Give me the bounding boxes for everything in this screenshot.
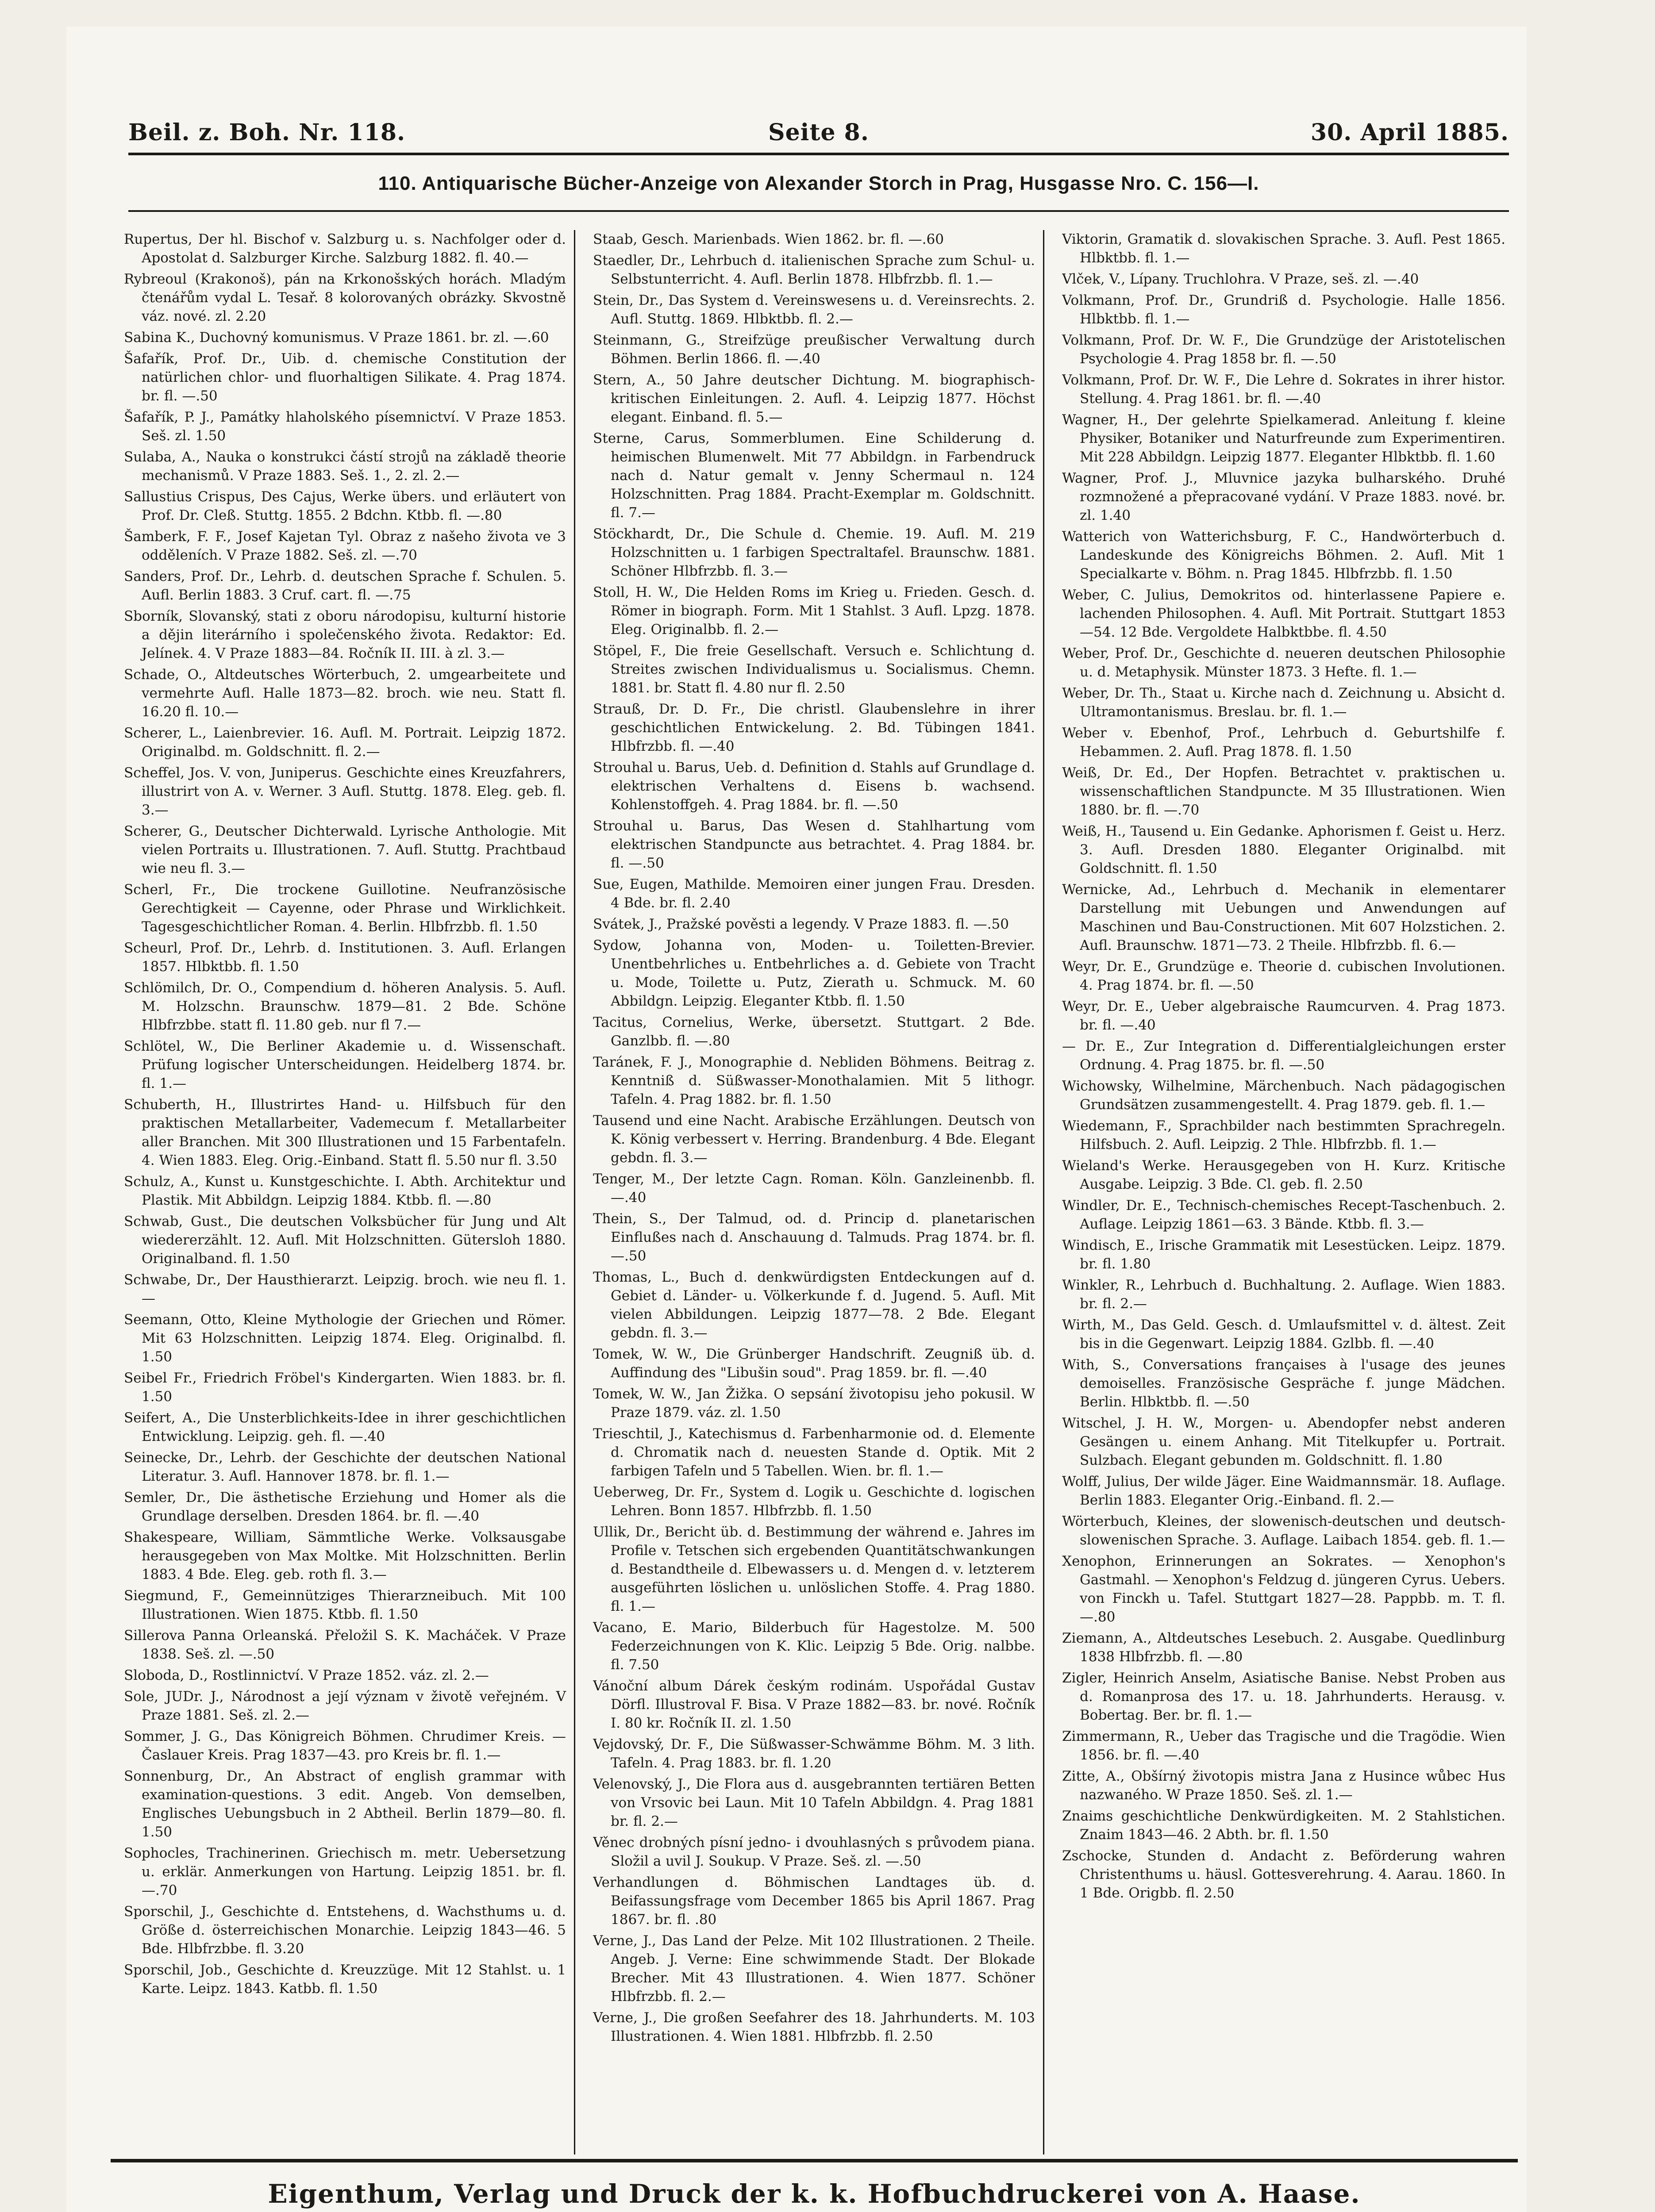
catalogue-entry: Strouhal u. Barus, Ueb. d. Definition d. Stahls auf Grundlage d. elektrischen Verhaltens d. Eisens b. wachsend. Kohlenstoffgeh. 4. Prag 1884. br. fl. —.50 bbox=[593, 760, 1035, 813]
catalogue-entry: Weber, Dr. Th., Staat u. Kirche nach d. Zeichnung u. Absicht d. Ultramontanismus. Breslau. br. fl. 1.— bbox=[1062, 685, 1505, 720]
catalogue-entry: Rybreoul (Krakonoš), pán na Krkonošských horách. Mladým čtenářům vydal L. Tesař. 8 kolorovaných obrázky. Skvostně váz. nové. zl. 2.20 bbox=[124, 271, 566, 324]
catalogue-entry: Seifert, A., Die Unsterblichkeits-Idee in ihrer geschichtlichen Entwicklung. Leipzig. geh. fl. —.40 bbox=[124, 1410, 566, 1444]
catalogue-entry: Weyr, Dr. E., Grundzüge e. Theorie d. cubischen Involutionen. 4. Prag 1874. br. fl. —.50 bbox=[1062, 959, 1505, 993]
catalogue-entry: Semler, Dr., Die ästhetische Erziehung und Homer als die Grundlage derselben. Dresden 1864. br. fl. —.40 bbox=[124, 1490, 566, 1524]
catalogue-entry: Seemann, Otto, Kleine Mythologie der Griechen und Römer. Mit 63 Holzschnitten. Leipzig 1874. Eleg. Originalbd. fl. 1.50 bbox=[124, 1312, 566, 1365]
catalogue-entry: Sterne, Carus, Sommerblumen. Eine Schilderung d. heimischen Blumenwelt. Mit 77 Abbildgn. in Farbendruck nach d. Natur gemalt v. Jenny Schermaul n. 124 Holzschnitten. Prag 1884. Pracht-Exemplar m. Goldschnitt. fl. 7.— bbox=[593, 430, 1035, 521]
catalogue-entry: Siegmund, F., Gemeinnütziges Thierarzneibuch. Mit 100 Illustrationen. Wien 1875. Ktbb. fl. 1.50 bbox=[124, 1588, 566, 1622]
catalogue-entry: Sanders, Prof. Dr., Lehrb. d. deutschen Sprache f. Schulen. 5. Aufl. Berlin 1883. 3 Cruf. cart. fl. —.75 bbox=[124, 568, 566, 603]
catalogue-entry: Scheffel, Jos. V. von, Juniperus. Geschichte eines Kreuzfahrers, illustrirt von A. v. Werner. 3 Aufl. Stuttg. 1878. Eleg. geb. fl. 3.— bbox=[124, 765, 566, 818]
catalogue-entry: Wieland's Werke. Herausgegeben von H. Kurz. Kritische Ausgabe. Leipzig. 3 Bde. Cl. geb. fl. 2.50 bbox=[1062, 1158, 1505, 1192]
catalogue-entry: With, S., Conversations françaises à l'usage des jeunes demoiselles. Französische Gespräche f. junge Mädchen. Berlin. Hlbktbb. fl. —.50 bbox=[1062, 1357, 1505, 1410]
catalogue-entry: Šamberk, F. F., Josef Kajetan Tyl. Obraz z našeho života ve 3 odděleních. V Praze 1882. Seš. zl. —.70 bbox=[124, 529, 566, 563]
footer-rule bbox=[111, 2159, 1518, 2162]
catalogue-entry: Taránek, F. J., Monographie d. Nebliden Böhmens. Beitrag z. Kenntniß d. Süßwasser-Monothalamien. Mit 5 lithogr. Tafeln. 4. Prag 1882. br. fl. 1.50 bbox=[593, 1054, 1035, 1107]
catalogue-entry: Wolff, Julius, Der wilde Jäger. Eine Waidmannsmär. 18. Auflage. Berlin 1883. Eleganter Orig.-Einband. fl. 2.— bbox=[1062, 1474, 1505, 1508]
catalogue-entry: Wagner, H., Der gelehrte Spielkamerad. Anleitung f. kleine Physiker, Botaniker und Naturfreunde zum Experimentiren. Mit 228 Abbildgn. Leipzig 1877. Eleganter Hlbktbb. fl. 1.60 bbox=[1062, 412, 1505, 465]
catalogue-entry: Watterich von Watterichsburg, F. C., Handwörterbuch d. Landeskunde des Königreichs Böhmen. 2. Aufl. Mit 1 Specialkarte v. Böhm. n. Prag 1845. Hlbfrzbb. fl. 1.50 bbox=[1062, 529, 1505, 582]
catalogue-entry: Schulz, A., Kunst u. Kunstgeschichte. I. Abth. Architektur und Plastik. Mit Abbildgn. Leipzig 1884. Ktbb. fl. —.80 bbox=[124, 1174, 566, 1208]
catalogue-entry: Vacano, E. Mario, Bilderbuch für Hagestolze. M. 500 Federzeichnungen von K. Klic. Leipzig 5 Bde. Orig. nalbbe. fl. 7.50 bbox=[593, 1620, 1035, 1673]
catalogue-entry: Shakespeare, William, Sämmtliche Werke. Volksausgabe herausgegeben von Max Moltke. Mit Holzschnitten. Berlin 1883. 4 Bde. Eleg. geb. roth fl. 3.— bbox=[124, 1529, 566, 1582]
title-rule bbox=[128, 210, 1509, 212]
catalogue-entry: Winkler, R., Lehrbuch d. Buchhaltung. 2. Auflage. Wien 1883. br. fl. 2.— bbox=[1062, 1277, 1505, 1312]
catalogue-entry: Wichowsky, Wilhelmine, Märchenbuch. Nach pädagogischen Grundsätzen zusammengestellt. 4. Prag 1879. geb. fl. 1.— bbox=[1062, 1078, 1505, 1113]
catalogue-entry: Šafařík, Prof. Dr., Uib. d. chemische Constitution der natürlichen chlor- und fluorhaltigen Silikate. 4. Prag 1874. br. fl. —.50 bbox=[124, 351, 566, 404]
catalogue-entry: Sporschil, J., Geschichte d. Entstehens, d. Wachsthums u. d. Größe d. österreichischen Monarchie. Leipzig 1843—46. 5 Bde. Hlbfrzbbe. fl. 3.20 bbox=[124, 1904, 566, 1957]
catalogue-columns bbox=[124, 230, 1513, 2154]
catalogue-entry: Sborník, Slovanský, stati z oboru národopisu, kulturní historie a dějin literárního i společenského života. Redaktor: Ed. Jelínek. 4. V Praze 1883—84. Ročník II. III. à zl. 3.— bbox=[124, 608, 566, 661]
catalogue-entry: Ziemann, A., Altdeutsches Lesebuch. 2. Ausgabe. Quedlinburg 1838 Hlbfrzbb. fl. —.80 bbox=[1062, 1630, 1505, 1665]
catalogue-entry: Vlček, V., Lípany. Truchlohra. V Praze, seš. zl. —.40 bbox=[1062, 271, 1419, 287]
header-rule bbox=[128, 153, 1509, 155]
catalogue-entry: Stern, A., 50 Jahre deutscher Dichtung. M. biographisch-kritischen Einleitungen. 2. Aufl. 4. Leipzig 1877. Höchst elegant. Einband. fl. 5.— bbox=[593, 372, 1035, 425]
catalogue-entry: Volkmann, Prof. Dr. W. F., Die Grundzüge der Aristotelischen Psychologie 4. Prag 1858 br. fl. —.50 bbox=[1062, 332, 1505, 367]
catalogue-entry: Viktorin, Gramatik d. slovakischen Sprache. 3. Aufl. Pest 1865. Hlbktbb. fl. 1.— bbox=[1062, 231, 1505, 266]
catalogue-entry: Šafařík, P. J., Památky hlaholského písemnictví. V Praze 1853. Seš. zl. 1.50 bbox=[124, 409, 566, 444]
catalogue-entry: Rupertus, Der hl. Bischof v. Salzburg u. s. Nachfolger oder d. Apostolat d. Salzburger Kirche. Salzburg 1882. fl. 40.— bbox=[124, 231, 566, 266]
catalogue-entry: Tenger, M., Der letzte Cagn. Roman. Köln. Ganzleinenbb. fl. —.40 bbox=[593, 1171, 1035, 1206]
header-page-number: Seite 8. bbox=[768, 119, 869, 146]
catalogue-entry: Windler, Dr. E., Technisch-chemisches Recept-Taschenbuch. 2. Auflage. Leipzig 1861—63. 3 Bände. Ktbb. fl. 3.— bbox=[1062, 1198, 1505, 1232]
catalogue-entry: Thein, S., Der Talmud, od. d. Princip d. planetarischen Einflußes nach d. Anschauung d. Talmuds. Prag 1874. br. fl. —.50 bbox=[593, 1211, 1035, 1264]
column-1 bbox=[124, 230, 575, 2154]
catalogue-entry: Weyr, Dr. E., Ueber algebraische Raumcurven. 4. Prag 1873. br. fl. —.40 bbox=[1062, 998, 1505, 1033]
catalogue-entry: Stoll, H. W., Die Helden Roms im Krieg u. Frieden. Gesch. d. Römer in biograph. Form. Mit 1 Stahlst. 3 Aufl. Lpzg. 1878. Eleg. Originalbb. fl. 2.— bbox=[593, 584, 1035, 637]
catalogue-entry: Wörterbuch, Kleines, der slowenisch-deutschen und deutsch-slowenischen Sprache. 3. Auflage. Laibach 1854. geb. fl. 1.— bbox=[1062, 1513, 1505, 1548]
catalogue-entry: Stöckhardt, Dr., Die Schule d. Chemie. 19. Aufl. M. 219 Holzschnitten u. 1 farbigen Spectraltafel. Braunschw. 1881. Schöner Hlbfrzbb. fl. 3.— bbox=[593, 526, 1035, 579]
catalogue-entry: Zimmermann, R., Ueber das Tragische und die Tragödie. Wien 1856. br. fl. —.40 bbox=[1062, 1728, 1505, 1763]
catalogue-entry: Wiedemann, F., Sprachbilder nach bestimmten Sprachregeln. Hilfsbuch. 2. Aufl. Leipzig. 2 Thle. Hlbfrzbb. fl. 1.— bbox=[1062, 1118, 1505, 1152]
catalogue-entry: Wirth, M., Das Geld. Gesch. d. Umlaufsmittel v. d. ältest. Zeit bis in die Gegenwart. Leipzig 1884. Gzlbb. fl. —.40 bbox=[1062, 1317, 1505, 1352]
column-3 bbox=[1062, 230, 1513, 2154]
catalogue-entry: Scherl, Fr., Die trockene Guillotine. Neufranzösische Gerechtigkeit — Cayenne, oder Phrase und Wirklichkeit. Tagesgeschichtlicher Roman. 4. Berlin. Hlbfrzbb. fl. 1.50 bbox=[124, 882, 566, 935]
catalogue-entry: Strauß, Dr. D. Fr., Die christl. Glaubenslehre in ihrer geschichtlichen Entwickelung. 2. Bd. Tübingen 1841. Hlbfrzbb. fl. —.40 bbox=[593, 701, 1035, 754]
catalogue-entry: Sole, JUDr. J., Národnost a její význam v životě veřejném. V Praze 1881. Seš. zl. 2.— bbox=[124, 1689, 566, 1723]
catalogue-entry: Tausend und eine Nacht. Arabische Erzählungen. Deutsch von K. König verbessert v. Herring. Brandenburg. 4 Bde. Elegant gebdn. fl. 3.— bbox=[593, 1113, 1035, 1166]
column-2 bbox=[593, 230, 1044, 2154]
catalogue-entry: Vejdovský, Dr. F., Die Süßwasser-Schwämme Böhm. M. 3 lith. Tafeln. 4. Prag 1883. br. fl. 1.20 bbox=[593, 1736, 1035, 1771]
catalogue-entry: Zschocke, Stunden d. Andacht z. Beförderung wahren Christenthums u. häusl. Gottesverehrung. 4. Aarau. 1860. In 1 Bde. Origbb. fl. 2.50 bbox=[1062, 1848, 1505, 1901]
catalogue-entry: Scheurl, Prof. Dr., Lehrb. d. Institutionen. 3. Aufl. Erlangen 1857. Hlbktbb. fl. 1.50 bbox=[124, 940, 566, 975]
catalogue-entry: Trieschtil, J., Katechismus d. Farbenharmonie od. d. Elemente d. Chromatik nach d. neuesten Stande d. Optik. Mit 2 farbigen Tafeln und 5 Tabellen. Wien. br. fl. 1.— bbox=[593, 1426, 1035, 1479]
catalogue-entry: Volkmann, Prof. Dr. W. F., Die Lehre d. Sokrates in ihrer histor. Stellung. 4. Prag 1861. br. fl. —.40 bbox=[1062, 372, 1505, 407]
catalogue-entry: Tomek, W. W., Die Grünberger Handschrift. Zeugniß üb. d. Auffindung des "Libušin soud". Prag 1859. br. fl. —.40 bbox=[593, 1346, 1035, 1381]
catalogue-entry: Verne, J., Die großen Seefahrer des 18. Jahrhunderts. M. 103 Illustrationen. 4. Wien 1881. Hlbfrzbb. fl. 2.50 bbox=[593, 2010, 1035, 2044]
catalogue-entry: Sulaba, A., Nauka o konstrukci částí strojů na základě theorie mechanismů. V Praze 1883. Seš. 1., 2. zl. 2.— bbox=[124, 449, 566, 484]
catalogue-entry: Sonnenburg, Dr., An Abstract of english grammar with examination-questions. 3 edit. Angeb. Von demselben, Englisches Uebungsbuch in 2 Abtheil. Berlin 1879—80. fl. 1.50 bbox=[124, 1768, 566, 1840]
catalogue-entry: Sue, Eugen, Mathilde. Memoiren einer jungen Frau. Dresden. 4 Bde. br. fl. 2.40 bbox=[593, 876, 1035, 911]
running-header bbox=[128, 115, 1509, 146]
catalogue-entry: Seibel Fr., Friedrich Fröbel's Kindergarten. Wien 1883. br. fl. 1.50 bbox=[124, 1370, 566, 1405]
catalogue-entry: Stöpel, F., Die freie Gesellschaft. Versuch e. Schlichtung d. Streites zwischen Individualismus u. Socialismus. Chemn. 1881. br. Statt fl. 4.80 nur fl. 2.50 bbox=[593, 643, 1035, 696]
catalogue-entry: Weber v. Ebenhof, Prof., Lehrbuch d. Geburtshilfe f. Hebammen. 2. Aufl. Prag 1878. fl. 1.50 bbox=[1062, 725, 1505, 760]
catalogue-entry: Znaims geschichtliche Denkwürdigkeiten. M. 2 Stahlstichen. Znaim 1843—46. 2 Abth. br. fl. 1.50 bbox=[1062, 1808, 1505, 1843]
catalogue-entry: Schlömilch, Dr. O., Compendium d. höheren Analysis. 5. Aufl. M. Holzschn. Braunschw. 1879—81. 2 Bde. Schöne Hlbfrzbbe. statt fl. 11.80 geb. nur fl 7.— bbox=[124, 980, 566, 1033]
catalogue-entry: Tomek, W. W., Jan Žižka. O sepsání životopisu jeho pokusil. W Praze 1879. váz. zl. 1.50 bbox=[593, 1386, 1035, 1421]
catalogue-entry: Verhandlungen d. Böhmischen Landtages üb. d. Beifassungsfrage vom December 1865 bis April 1867. Prag 1867. br. fl. .80 bbox=[593, 1874, 1035, 1928]
catalogue-entry: Sallustius Crispus, Des Cajus, Werke übers. und erläutert von Prof. Dr. Cleß. Stuttg. 1855. 2 Bdchn. Ktbb. fl. —.80 bbox=[124, 489, 566, 523]
catalogue-entry: Stein, Dr., Das System d. Vereinswesens u. d. Vereinsrechts. 2. Aufl. Stuttg. 1869. Hlbktbb. fl. 2.— bbox=[593, 292, 1035, 327]
catalogue-entry: Zitte, A., Obšírný životopis mistra Jana z Husince wůbec Hus nazwaného. W Praze 1850. Seš. zl. 1.— bbox=[1062, 1768, 1505, 1803]
catalogue-entry: Weber, C. Julius, Demokritos od. hinterlassene Papiere e. lachenden Philosophen. 4. Aufl. Mit Portrait. Stuttgart 1853—54. 12 Bde. Vergoldete Halbktbbe. fl. 4.50 bbox=[1062, 587, 1505, 640]
catalogue-entry: Schade, O., Altdeutsches Wörterbuch, 2. umgearbeitete und vermehrte Aufl. Halle 1873—82. broch. wie neu. Statt fl. 16.20 fl. 10.— bbox=[124, 667, 566, 720]
catalogue-entry: Schwabe, Dr., Der Hausthierarzt. Leipzig. broch. wie neu fl. 1.— bbox=[124, 1272, 566, 1306]
catalogue-entry: Thomas, L., Buch d. denkwürdigsten Entdeckungen auf d. Gebiet d. Länder- u. Völkerkunde f. d. Jugend. 5. Aufl. Mit vielen Abbildungen. Leipzig 1877—78. 2 Bde. Elegant gebdn. fl. 3.— bbox=[593, 1269, 1035, 1341]
catalogue-entry: Witschel, J. H. W., Morgen- u. Abendopfer nebst anderen Gesängen u. einem Anhang. Mit Titelkupfer u. Portrait. Sulzbach. Elegant gebunden m. Goldschnitt. fl. 1.80 bbox=[1062, 1415, 1505, 1468]
catalogue-entry: Schwab, Gust., Die deutschen Volksbücher für Jung und Alt wiedererzählt. 12. Aufl. Mit Holzschnitten. Gütersloh 1880. Originalband. fl. 1.50 bbox=[124, 1214, 566, 1267]
catalogue-entry: Svátek, J., Pražské pověsti a legendy. V Praze 1883. fl. —.50 bbox=[593, 916, 1009, 932]
catalogue-entry: — Dr. E., Zur Integration d. Differentialgleichungen erster Ordnung. 4. Prag 1875. br. fl. —.50 bbox=[1062, 1038, 1505, 1073]
catalogue-entry: Ueberweg, Dr. Fr., System d. Logik u. Geschichte d. logischen Lehren. Bonn 1857. Hlbfrzbb. fl. 1.50 bbox=[593, 1484, 1035, 1519]
catalogue-entry: Windisch, E., Irische Grammatik mit Lesestücken. Leipz. 1879. br. fl. 1.80 bbox=[1062, 1237, 1505, 1272]
catalogue-entry: Velenovský, J., Die Flora aus d. ausgebrannten tertiären Betten von Vrsovic bei Laun. Mit 10 Tafeln Abbildgn. 4. Prag 1881 br. fl. 2.— bbox=[593, 1776, 1035, 1829]
catalogue-entry: Strouhal u. Barus, Das Wesen d. Stahlhartung vom elektrischen Standpuncte aus betrachtet. 4. Prag 1884. br. fl. —.50 bbox=[593, 818, 1035, 871]
catalogue-entry: Seinecke, Dr., Lehrb. der Geschichte der deutschen National Literatur. 3. Aufl. Hannover 1878. br. fl. 1.— bbox=[124, 1450, 566, 1484]
catalogue-entry: Staab, Gesch. Marienbads. Wien 1862. br. fl. —.60 bbox=[593, 231, 944, 247]
catalogue-entry: Wernicke, Ad., Lehrbuch d. Mechanik in elementarer Darstellung mit Uebungen und Anwendungen auf Maschinen und Bau-Constructionen. Mit 607 Holzstichen. 2. Aufl. Braunschw. 1871—73. 2 Theile. Hlbfrzbb. fl. 6.— bbox=[1062, 882, 1505, 953]
catalogue-entry: Schuberth, H., Illustrirtes Hand- u. Hilfsbuch für den praktischen Metallarbeiter, Vademecum f. Metallarbeiter aller Branchen. Mit 300 Illustrationen und 15 Farbentafeln. 4. Wien 1883. Eleg. Orig.-Einband. Statt fl. 5.50 nur fl. 3.50 bbox=[124, 1097, 566, 1168]
catalogue-entry: Ullik, Dr., Bericht üb. d. Bestimmung der während e. Jahres im Profile v. Tetschen sich ergebenden Quantitätschwankungen d. Bestandtheile d. Elbewassers u. d. Mengen d. v. letzterem ausgeführten löslichen u. unlöslichen Stoffe. 4. Prag 1880. fl. 1.— bbox=[593, 1524, 1035, 1614]
header-date: 30. April 1885. bbox=[1310, 119, 1509, 146]
catalogue-entry: Sporschil, Job., Geschichte d. Kreuzzüge. Mit 12 Stahlst. u. 1 Karte. Leipz. 1843. Katbb. fl. 1.50 bbox=[124, 1962, 566, 1997]
catalogue-entry: Sabina K., Duchovný komunismus. V Praze 1861. br. zl. —.60 bbox=[124, 330, 549, 346]
publisher-imprint: Eigenthum, Verlag und Druck der k. k. Hofbuchdruckerei von A. Haase. bbox=[268, 2179, 1361, 2209]
catalogue-entry: Weiß, H., Tausend u. Ein Gedanke. Aphorismen f. Geist u. Herz. 3. Aufl. Dresden 1880. Eleganter Originalbd. mit Goldschnitt. fl. 1.50 bbox=[1062, 823, 1505, 876]
catalogue-entry: Sillerova Panna Orleanská. Přeložil S. K. Macháček. V Praze 1838. Seš. zl. —.50 bbox=[124, 1628, 566, 1662]
catalogue-title: 110. Antiquarische Bücher-Anzeige von Alexander Storch in Prag, Husgasse Nro. C. 156—I. bbox=[378, 173, 1259, 194]
catalogue-entry: Sommer, J. G., Das Königreich Böhmen. Chrudimer Kreis. — Časlauer Kreis. Prag 1837—43. pro Kreis br. fl. 1.— bbox=[124, 1728, 566, 1763]
catalogue-entry: Vánoční album Dárek českým rodinám. Uspořádal Gustav Dörfl. Illustroval F. Bisa. V Praze 1882—83. br. nové. Ročník I. 80 kr. Ročník II. zl. 1.50 bbox=[593, 1678, 1035, 1731]
catalogue-entry: Wagner, Prof. J., Mluvnice jazyka bulharského. Druhé rozmnožené a přepracované vydání. V Praze 1883. nové. br. zl. 1.40 bbox=[1062, 470, 1505, 523]
catalogue-entry: Volkmann, Prof. Dr., Grundriß d. Psychologie. Halle 1856. Hlbktbb. fl. 1.— bbox=[1062, 292, 1505, 327]
catalogue-entry: Zigler, Heinrich Anselm, Asiatische Banise. Nebst Proben aus d. Romanprosa des 17. u. 18. Jahrhunderts. Herausg. v. Bobertag. Ber. br. fl. 1.— bbox=[1062, 1670, 1505, 1723]
catalogue-entry: Weber, Prof. Dr., Geschichte d. neueren deutschen Philosophie u. d. Metaphysik. Münster 1873. 3 Hefte. fl. 1.— bbox=[1062, 645, 1505, 680]
catalogue-entry: Verne, J., Das Land der Pelze. Mit 102 Illustrationen. 2 Theile. Angeb. J. Verne: Eine schwimmende Stadt. Der Blokade Brecher. Mit 43 Illustrationen. 4. Wien 1877. Schöner Hlbfrzbb. fl. 2.— bbox=[593, 1933, 1035, 2005]
catalogue-entry: Weiß, Dr. Ed., Der Hopfen. Betrachtet v. praktischen u. wissenschaftlichen Standpuncte. M 35 Illustrationen. Wien 1880. br. fl. —.70 bbox=[1062, 765, 1505, 818]
catalogue-entry: Schlötel, W., Die Berliner Akademie u. d. Wissenschaft. Prüfung logischer Unterscheidungen. Heidelberg 1874. br. fl. 1.— bbox=[124, 1038, 566, 1091]
catalogue-entry: Věnec drobných písní jedno- i dvouhlasných s průvodem piana. Složil a uvil J. Soukup. V Praze. Seš. zl. —.50 bbox=[593, 1835, 1035, 1869]
catalogue-entry: Tacitus, Cornelius, Werke, übersetzt. Stuttgart. 2 Bde. Ganzlbb. fl. —.80 bbox=[593, 1014, 1035, 1049]
header-issue: Beil. z. Boh. Nr. 118. bbox=[128, 119, 406, 146]
catalogue-entry: Staedler, Dr., Lehrbuch d. italienischen Sprache zum Schul- u. Selbstunterricht. 4. Aufl. Berlin 1878. Hlbfrzbb. fl. 1.— bbox=[593, 253, 1035, 287]
catalogue-entry: Sloboda, D., Rostlinnictví. V Praze 1852. váz. zl. 2.— bbox=[124, 1667, 489, 1683]
catalogue-entry: Sophocles, Trachinerinen. Griechisch m. metr. Uebersetzung u. erklär. Anmerkungen von Hartung. Leipzig 1851. br. fl. —.70 bbox=[124, 1845, 566, 1898]
catalogue-entry: Steinmann, G., Streifzüge preußischer Verwaltung durch Böhmen. Berlin 1866. fl. —.40 bbox=[593, 332, 1035, 367]
catalogue-entry: Scherer, G., Deutscher Dichterwald. Lyrische Anthologie. Mit vielen Portraits u. Illustrationen. 7. Aufl. Stuttg. Prachtbaud wie neu fl. 3.— bbox=[124, 823, 566, 876]
catalogue-entry: Sydow, Johanna von, Moden- u. Toiletten-Brevier. Unentbehrliches u. Entbehrliches a. d. Gebiete von Tracht u. Mode, Toilette u. Putz, Zierath u. Schmuck. M. 60 Abbildgn. Leipzig. Eleganter Ktbb. fl. 1.50 bbox=[593, 937, 1035, 1009]
catalogue-entry: Xenophon, Erinnerungen an Sokrates. — Xenophon's Gastmahl. — Xenophon's Feldzug d. jüngeren Cyrus. Uebers. von Finckh u. Tafel. Stuttgart 1827—28. Pappbb. m. T. fl. —.80 bbox=[1062, 1553, 1505, 1625]
catalogue-entry: Scherer, L., Laienbrevier. 16. Aufl. M. Portrait. Leipzig 1872. Originalbd. m. Goldschnitt. fl. 2.— bbox=[124, 725, 566, 760]
